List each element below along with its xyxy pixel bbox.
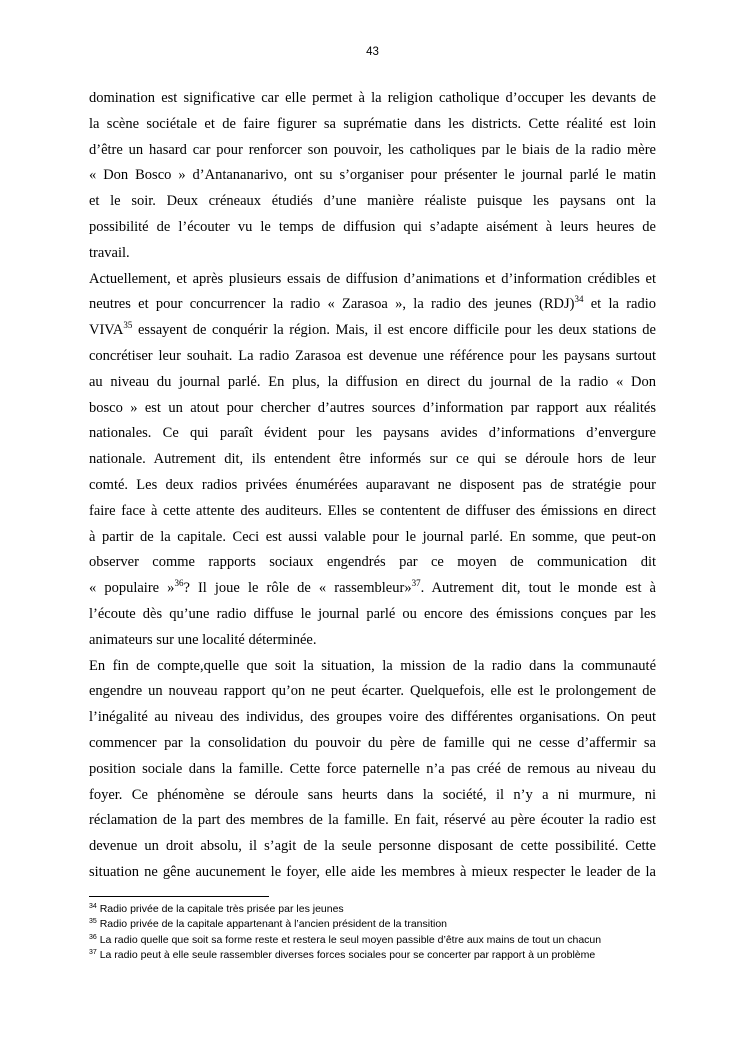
text-segment: essayent de conquérir la région. Mais, il est encore difficile pour les deux stations de (132, 322, 656, 339)
text-segment: . Autrement dit, tout le monde est à (420, 580, 656, 597)
text-line: et le soir. Deux créneaux étudiés d’une manière réaliste puisque les paysans ont la (89, 193, 656, 210)
text-line: possibilité de l’écouter vu le temps de diffusion qui s’adapte aisément à leurs heures de (89, 218, 656, 235)
text-line: la scène sociétale et de faire figurer sa suprématie dans les districts. Cette réalité est loin (89, 115, 656, 132)
footnote-text: Radio privée de la capitale très prisée par les jeunes (96, 903, 344, 915)
text-line: au niveau du journal parlé. En plus, la diffusion en direct du journal de la radio « Don (89, 373, 656, 390)
text-line: bosco » est un atout pour chercher d’autres sources d’information par rapport aux réalités (89, 399, 656, 416)
body-text (89, 86, 656, 886)
text-line: foyer. Ce phénomène se déroule sans heurts dans la société, il n’y a ni murmure, ni (89, 786, 656, 803)
text-segment: « populaire » (89, 580, 175, 597)
text-line: l’inégalité au niveau des individus, des groupes voire des différentes organisations. On peut (89, 709, 656, 726)
text-line: position sociale dans la famille. Cette force paternelle n’a pas créé de remous au niveau du (89, 760, 656, 777)
text-line: Actuellement, et après plusieurs essais de diffusion d’animations et d’information crédibles et (89, 270, 656, 287)
footnote-ref-37: 37 (411, 578, 421, 589)
footnote-text: La radio quelle que soit sa forme reste et restera le seul moyen passible d’être aux mains de tout un chacun (96, 933, 602, 946)
footnote (89, 948, 689, 963)
footnote-number: 36 (89, 933, 97, 941)
text-line (89, 576, 656, 602)
text-line: à partir de la capitale. Ceci est aussi valable pour le journal parlé. En somme, que peut-on (89, 528, 656, 545)
text-line: d’être un hasard car pour renforcer son pouvoir, les catholiques par le biais de la radio mère (89, 141, 656, 158)
text-line: En fin de compte,quelle que soit la situation, la mission de la radio dans la communauté (89, 657, 656, 674)
footnote (89, 933, 689, 948)
text-line: nationales. Ce qui paraît évident pour les paysans avides d’informations d’envergure (89, 425, 656, 442)
text-line: réclamation de la part des membres de la famille. En fait, réservé au père écouter la radio est (89, 812, 656, 829)
text-segment: VIVA (89, 322, 124, 339)
text-line: domination est significative car elle permet à la religion catholique d’occuper les devants de (89, 90, 656, 106)
text-line: nationale. Autrement dit, ils entendent être informés sur ce qui se déroule hors de leur (89, 451, 656, 468)
text-line: engendre un nouveau rapport qu’on ne peut écarter. Quelquefois, elle est le prolongement de (89, 683, 656, 700)
footnote-ref-36: 36 (174, 578, 184, 589)
text-line: commencer par la consolidation du pouvoir du père de famille qui ne cesse d’affermir sa (89, 734, 656, 751)
text-line: animateurs sur une localité déterminée. (89, 631, 317, 648)
text-line (89, 318, 656, 344)
text-segment: ? Il joue le rôle de « rassembleur» (183, 580, 412, 597)
text-line: concrétiser leur souhait. La radio Zarasoa est devenue une référence pour les paysans surtout (89, 347, 656, 364)
text-line: observer comme rapports sociaux engendrés par ce moyen de communication dit (89, 554, 656, 571)
footnote (89, 902, 689, 917)
text-line: « Don Bosco » d’Antananarivo, ont su s’organiser pour présenter le journal parlé le matin (89, 167, 656, 184)
footnote-separator (89, 896, 269, 897)
footnotes (89, 902, 689, 963)
footnote-text: Radio privée de la capitale appartenant à l’ancien président de la transition (96, 918, 448, 931)
text-segment: neutres et pour concurrencer la radio « Zarasoa », la radio des jeunes (RDJ) (89, 296, 575, 313)
text-line: comté. Les deux radios privées énumérées auparavant ne disposent pas de stratégie pour (89, 476, 656, 493)
footnote-number: 34 (89, 903, 97, 910)
footnote-ref-35: 35 (123, 320, 133, 331)
footnote-text: La radio peut à elle seule rassembler diverses forces sociales pour se concerter par rapport à un problème (96, 948, 596, 961)
text-line: l’écoute dès qu’une radio diffuse le journal parlé ou encore des émissions conçues par les (89, 605, 656, 622)
text-line: situation ne gêne aucunement le foyer, elle aide les membres à mieux respecter le leader de la (89, 863, 656, 880)
text-line: travail. (89, 244, 130, 261)
footnote-number: 35 (89, 918, 97, 926)
footnote-ref-34: 34 (574, 294, 584, 305)
text-line (89, 292, 656, 318)
footnote (89, 917, 689, 932)
text-line: faire face à cette attente des auditeurs. Elles se contentent de diffuser des émissions en direct (89, 502, 656, 519)
text-line: devenue un droit absolu, il s’agit de la seule personne disposant de cette possibilité. Cette (89, 838, 656, 855)
text-segment: et la radio (583, 296, 656, 313)
page-number: 43 (366, 46, 379, 58)
footnote-number: 37 (89, 948, 97, 956)
